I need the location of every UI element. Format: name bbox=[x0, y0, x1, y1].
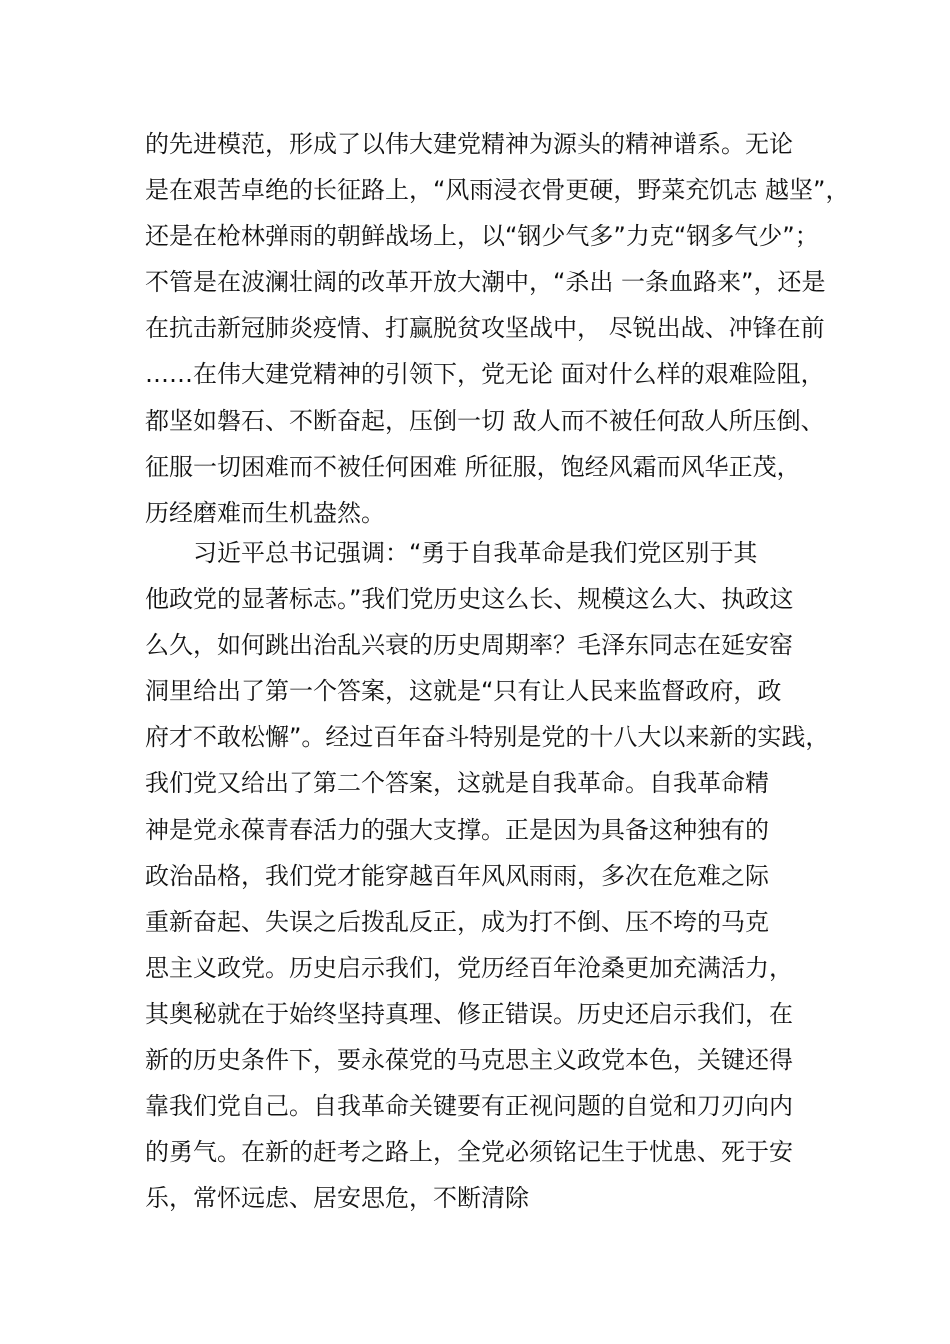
text-line: 新的历史条件下，要永葆党的马克思主义政党本色，关键还得 bbox=[145, 1046, 793, 1075]
text-line: 乐，常怀远虑、居安思危，不断清除 bbox=[145, 1184, 529, 1213]
text-line: 在抗击新冠肺炎疫情、打赢脱贫攻坚战中， 尽锐出战、冲锋在前 bbox=[145, 314, 825, 343]
text-line: 都坚如磐石、不断奋起，压倒一切 敌人而不被任何敌人所压倒、 bbox=[145, 406, 825, 435]
text-line: 其奥秘就在于始终坚持真理、修正错误。历史还启示我们，在 bbox=[145, 999, 793, 1028]
text-line: 的勇气。在新的赶考之路上，全党必须铭记生于忧患、死于安 bbox=[145, 1138, 793, 1167]
paragraph-1 bbox=[145, 128, 850, 543]
text-line: 历经磨难而生机盎然。 bbox=[145, 498, 385, 527]
text-line: 么久，如何跳出治乱兴衰的历史周期率？毛泽东同志在延安窑 bbox=[145, 631, 793, 660]
text-line: 习近平总书记强调：“勇于自我革命是我们党区别于其 bbox=[145, 539, 758, 567]
text-line: 政治品格，我们党才能穿越百年风风雨雨，多次在危难之际 bbox=[145, 861, 769, 890]
text-line: 还是在枪林弹雨的朝鲜战场上，以“钢少气多”力克“钢多气少”； bbox=[145, 222, 819, 251]
text-line: 的先进模范，形成了以伟大建党精神为源头的精神谱系。无论 bbox=[145, 130, 793, 158]
text-line: 思主义政党。历史启示我们，党历经百年沧桑更加充满活力， bbox=[145, 953, 793, 982]
text-line: 征服一切困难而不被任何困难 所征服，饱经风霜而风华正茂， bbox=[145, 452, 801, 481]
text-line: ……在伟大建党精神的引领下，党无论 面对什么样的艰难险阻， bbox=[145, 360, 825, 389]
text-line: 他政党的显著标志。”我们党历史这么长、规模这么大、执政这 bbox=[145, 585, 794, 614]
text-line: 府才不敢松懈”。经过百年奋斗特别是党的十八大以来新的实践， bbox=[145, 723, 830, 752]
text-line: 洞里给出了第一个答案，这就是“只有让人民来监督政府，政 bbox=[145, 677, 782, 706]
text-line: 我们党又给出了第二个答案，这就是自我革命。自我革命精 bbox=[145, 769, 769, 798]
paragraph-2 bbox=[145, 537, 845, 1228]
text-line: 不管是在波澜壮阔的改革开放大潮中，“杀出 一条血路来”，还是 bbox=[145, 268, 826, 297]
text-line: 重新奋起、失误之后拨乱反正，成为打不倒、压不垮的马克 bbox=[145, 907, 769, 936]
text-line: 是在艰苦卓绝的长征路上，“风雨浸衣骨更硬，野菜充饥志 越坚”， bbox=[145, 176, 850, 205]
text-line: 神是党永葆青春活力的强大支撑。正是因为具备这种独有的 bbox=[145, 815, 769, 844]
text-line: 靠我们党自己。自我革命关键要有正视问题的自觉和刀刃向内 bbox=[145, 1092, 793, 1121]
